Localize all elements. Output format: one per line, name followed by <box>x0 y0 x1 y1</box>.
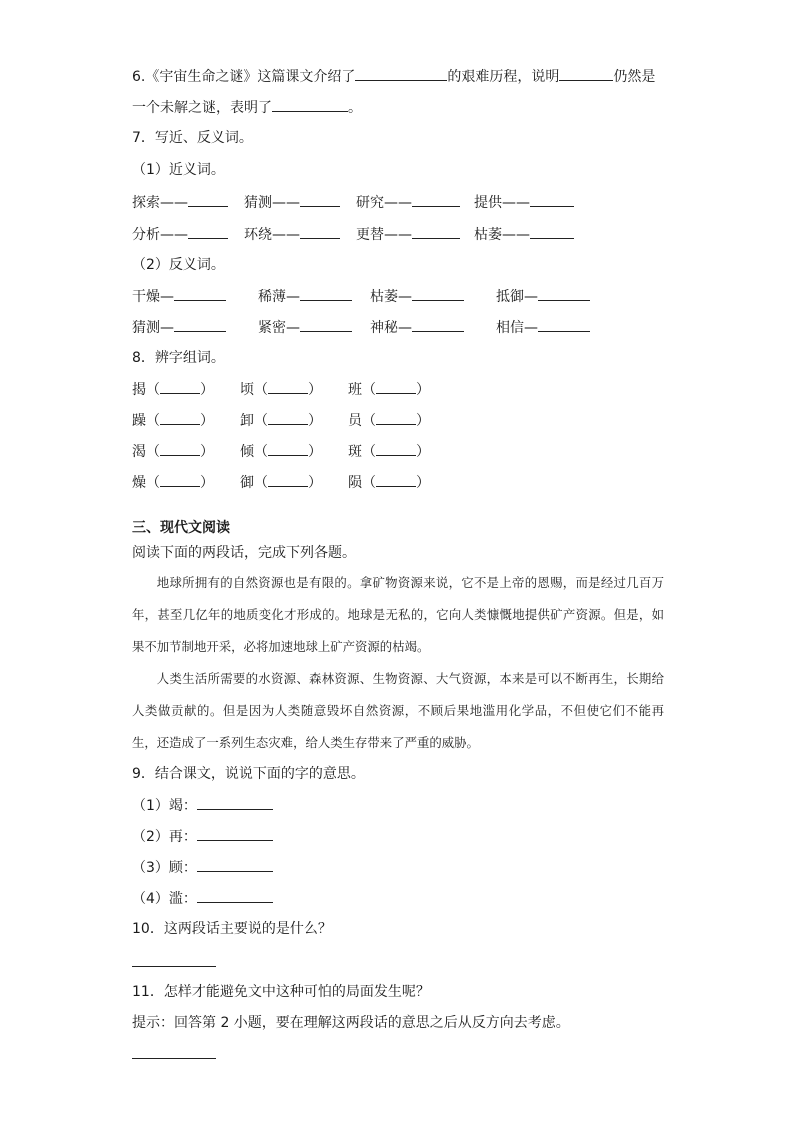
close-paren: ） <box>416 413 430 429</box>
antonym-word: 稀薄— <box>258 289 300 305</box>
q9-item <box>132 857 273 878</box>
antonym-word: 干燥— <box>132 289 174 305</box>
q10-title: 10．这两段话主要说的是什么？ <box>132 921 332 937</box>
antonym-item <box>258 317 352 338</box>
answer-blank[interactable] <box>160 379 200 394</box>
answer-blank[interactable] <box>160 410 200 425</box>
synonym-word: 更替—— <box>356 227 412 243</box>
char-label: 顷（ <box>240 382 268 398</box>
q9-label: （1）竭： <box>132 798 197 814</box>
q6-line1 <box>132 66 655 87</box>
close-paren: ） <box>416 382 430 398</box>
answer-blank[interactable] <box>174 317 226 332</box>
answer-blank[interactable] <box>268 441 308 456</box>
q11-answer-line[interactable] <box>132 1058 216 1059</box>
char-item <box>240 410 322 431</box>
close-paren: ） <box>200 475 214 491</box>
q6-text-1: 6.《宇宙生命之谜》这篇课文介绍了 <box>132 69 356 85</box>
char-item <box>348 472 430 493</box>
answer-blank[interactable] <box>188 224 228 239</box>
synonym-item <box>244 192 340 213</box>
q10-answer-line[interactable] <box>132 966 216 967</box>
char-item <box>240 441 322 462</box>
char-label: 燥（ <box>132 475 160 491</box>
synonym-item <box>474 224 574 245</box>
antonym-word: 抵御— <box>496 289 538 305</box>
antonym-word: 猜测— <box>132 320 174 336</box>
synonym-item <box>132 192 228 213</box>
char-item <box>348 410 430 431</box>
char-item <box>240 472 322 493</box>
q9-item <box>132 795 273 816</box>
answer-blank[interactable] <box>197 795 273 810</box>
char-label: 揭（ <box>132 382 160 398</box>
antonym-item <box>496 317 590 338</box>
q6-line2 <box>132 97 362 118</box>
passage-paragraph-1: 地球所拥有的自然资源也是有限的。拿矿物资源来说，它不是上帝的恩赐，而是经过几百万年，甚至几亿年的地质变化才形成的。地球是无私的，它向人类慷慨地提供矿产资源。但是，如果不加节制地开采，必将加速地球上矿产资源的枯竭。 <box>132 575 664 654</box>
answer-blank[interactable] <box>160 441 200 456</box>
answer-blank[interactable] <box>412 192 460 207</box>
char-item <box>132 441 214 462</box>
close-paren: ） <box>200 382 214 398</box>
q6-blank-3[interactable] <box>272 97 348 112</box>
q6-text-5: 。 <box>348 100 362 116</box>
q7-title: 7．写近、反义词。 <box>132 130 253 146</box>
antonym-item <box>496 286 590 307</box>
section-title: 三、现代文阅读 <box>132 520 230 536</box>
answer-blank[interactable] <box>376 441 416 456</box>
synonym-word: 探索—— <box>132 195 188 211</box>
q6-text-3: 仍然是 <box>613 69 656 85</box>
q9-item <box>132 826 273 847</box>
char-item <box>132 379 214 400</box>
synonym-word: 提供—— <box>474 195 530 211</box>
q7-synonyms-label: （1）近义词。 <box>132 162 225 178</box>
reading-passage <box>132 567 664 759</box>
passage-paragraph-2: 人类生活所需要的水资源、森林资源、生物资源、大气资源，本来是可以不断再生，长期给人类做贡献的。但是因为人类随意毁坏自然资源，不顾后果地滥用化学品，不但使它们不能再生，还造成了一系列生态灾难，给人类生存带来了严重的威胁。 <box>132 671 664 750</box>
char-item <box>348 379 430 400</box>
answer-blank[interactable] <box>300 192 340 207</box>
answer-blank[interactable] <box>538 286 590 301</box>
close-paren: ） <box>200 444 214 460</box>
close-paren: ） <box>308 475 322 491</box>
answer-blank[interactable] <box>188 192 228 207</box>
synonym-item <box>356 224 460 245</box>
char-item <box>348 441 430 462</box>
char-item <box>240 379 322 400</box>
answer-blank[interactable] <box>376 472 416 487</box>
q6-text-2: 的艰难历程，说明 <box>447 69 560 85</box>
synonym-word: 枯萎—— <box>474 227 530 243</box>
q9-label: （4）滥： <box>132 891 197 907</box>
answer-blank[interactable] <box>160 472 200 487</box>
q11-hint: 提示：回答第 2 小题，要在理解这两段话的意思之后从反方向去考虑。 <box>132 1015 570 1031</box>
answer-blank[interactable] <box>300 224 340 239</box>
q6-blank-2[interactable] <box>559 66 613 81</box>
answer-blank[interactable] <box>197 857 273 872</box>
answer-blank[interactable] <box>376 379 416 394</box>
close-paren: ） <box>308 444 322 460</box>
char-item <box>132 472 214 493</box>
antonym-word: 紧密— <box>258 320 300 336</box>
synonym-item <box>244 224 340 245</box>
q6-text-4: 一个未解之谜，表明了 <box>132 100 272 116</box>
char-label: 躁（ <box>132 413 160 429</box>
q9-title: 9．结合课文，说说下面的字的意思。 <box>132 766 365 782</box>
q9-label: （2）再： <box>132 829 197 845</box>
q9-label: （3）顾： <box>132 860 197 876</box>
synonym-word: 猜测—— <box>244 195 300 211</box>
answer-blank[interactable] <box>300 317 352 332</box>
answer-blank[interactable] <box>300 286 352 301</box>
q7-antonyms-label: （2）反义词。 <box>132 257 225 273</box>
answer-blank[interactable] <box>530 192 574 207</box>
antonym-item <box>132 317 226 338</box>
close-paren: ） <box>416 475 430 491</box>
close-paren: ） <box>308 413 322 429</box>
synonym-item <box>356 192 460 213</box>
synonym-item <box>132 224 228 245</box>
antonym-item <box>370 317 464 338</box>
char-label: 卸（ <box>240 413 268 429</box>
q6-blank-1[interactable] <box>355 66 447 81</box>
answer-blank[interactable] <box>268 379 308 394</box>
synonym-word: 研究—— <box>356 195 412 211</box>
answer-blank[interactable] <box>268 472 308 487</box>
antonym-word: 枯萎— <box>370 289 412 305</box>
char-label: 员（ <box>348 413 376 429</box>
char-label: 陨（ <box>348 475 376 491</box>
char-label: 御（ <box>240 475 268 491</box>
close-paren: ） <box>416 444 430 460</box>
answer-blank[interactable] <box>197 888 273 903</box>
char-label: 斑（ <box>348 444 376 460</box>
q9-item <box>132 888 273 909</box>
antonym-item <box>258 286 352 307</box>
antonym-word: 神秘— <box>370 320 412 336</box>
answer-blank[interactable] <box>412 224 460 239</box>
answer-blank[interactable] <box>530 224 574 239</box>
antonym-item <box>370 286 464 307</box>
answer-blank[interactable] <box>412 317 464 332</box>
char-item <box>132 410 214 431</box>
char-label: 渴（ <box>132 444 160 460</box>
answer-blank[interactable] <box>197 826 273 841</box>
synonym-item <box>474 192 574 213</box>
char-label: 倾（ <box>240 444 268 460</box>
answer-blank[interactable] <box>174 286 226 301</box>
antonym-word: 相信— <box>496 320 538 336</box>
char-label: 班（ <box>348 382 376 398</box>
synonym-word: 分析—— <box>132 227 188 243</box>
q11-title: 11．怎样才能避免文中这种可怕的局面发生呢？ <box>132 984 430 1000</box>
answer-blank[interactable] <box>538 317 590 332</box>
answer-blank[interactable] <box>268 410 308 425</box>
answer-blank[interactable] <box>376 410 416 425</box>
antonym-item <box>132 286 226 307</box>
q8-title: 8．辨字组词。 <box>132 350 225 366</box>
close-paren: ） <box>308 382 322 398</box>
reading-instruction: 阅读下面的两段话，完成下列各题。 <box>132 545 356 561</box>
close-paren: ） <box>200 413 214 429</box>
synonym-word: 环绕—— <box>244 227 300 243</box>
answer-blank[interactable] <box>412 286 464 301</box>
